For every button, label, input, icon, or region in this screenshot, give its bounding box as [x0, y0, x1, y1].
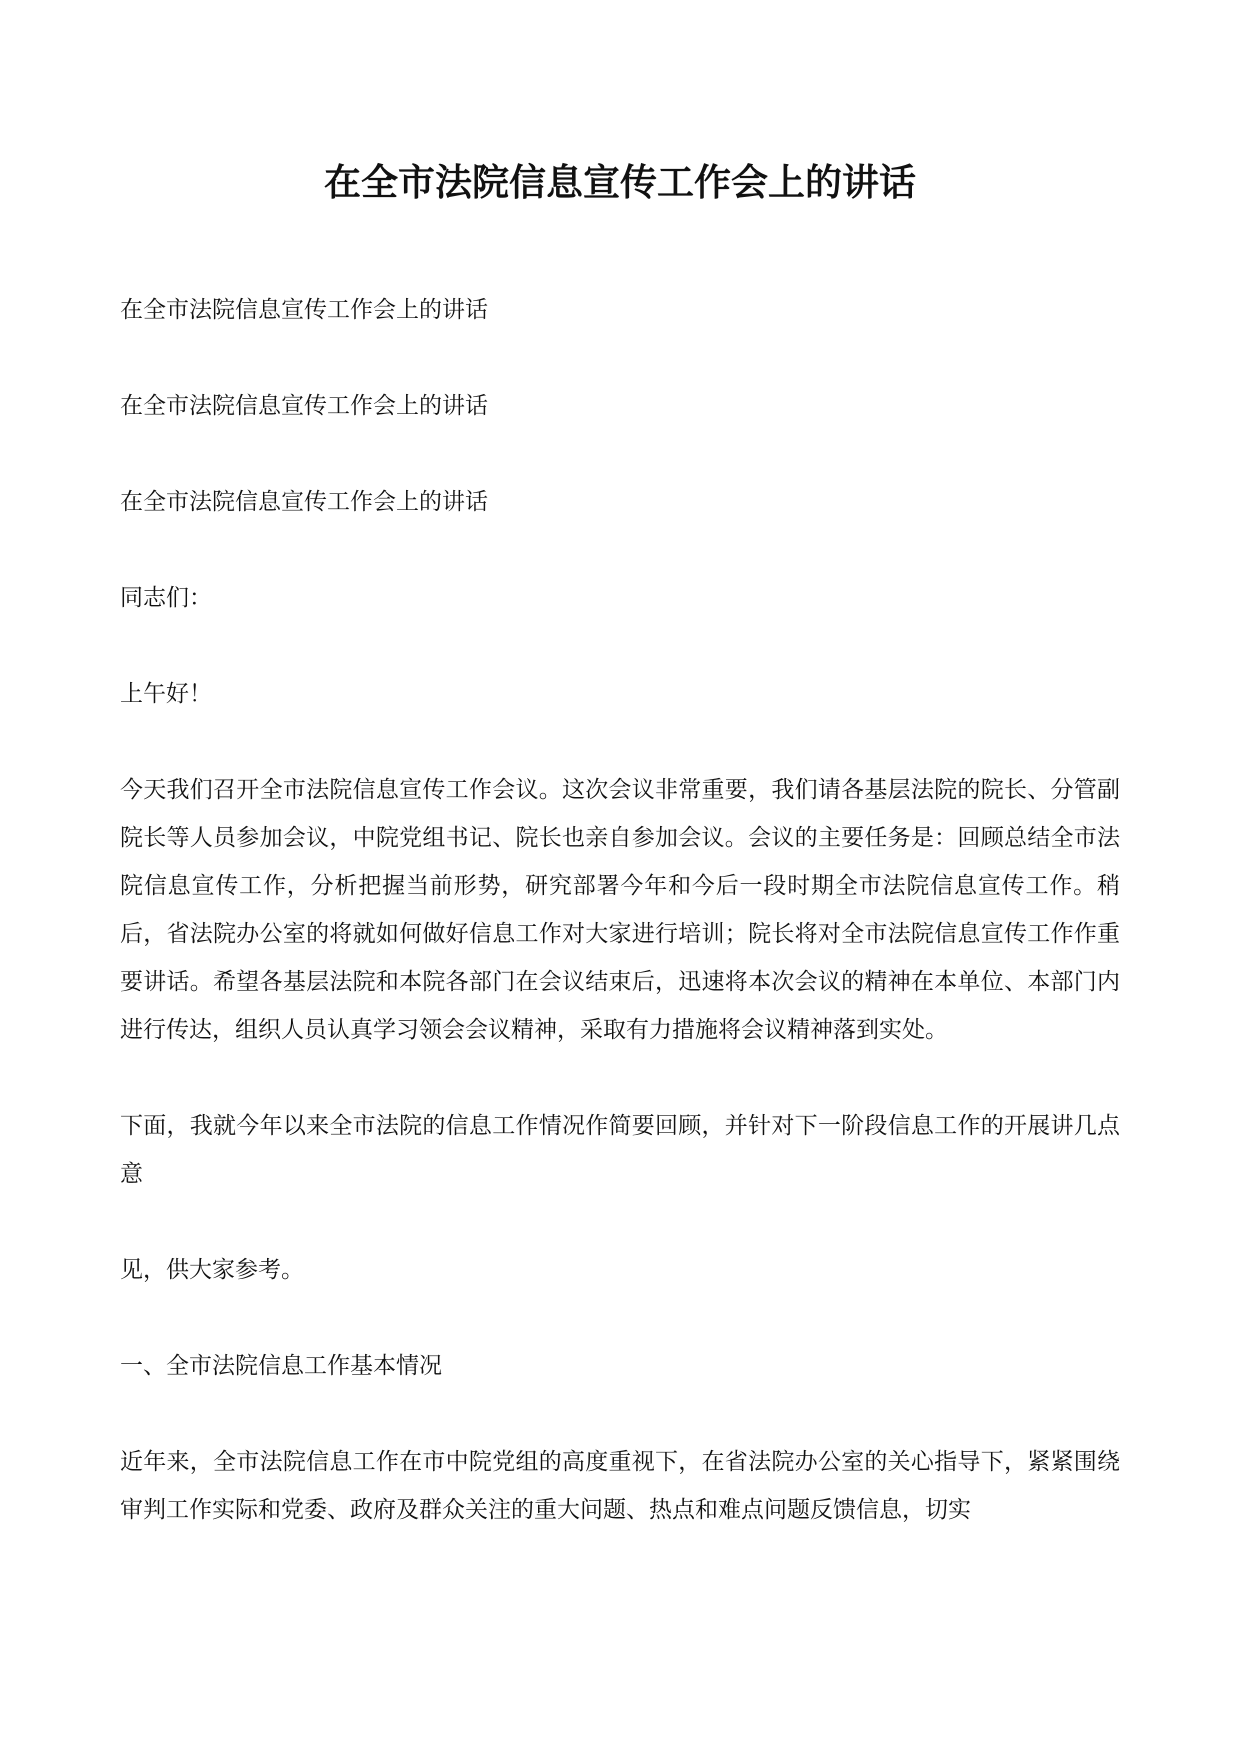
body-paragraph: 在全市法院信息宣传工作会上的讲话	[120, 393, 488, 419]
body-paragraph: 近年来，全市法院信息工作在市中院党组的高度重视下，在省法院办公室的关心指导下，紧紧围绕审判工作实际和党委、政府及群众关注的重大问题、热点和难点问题反馈信息，切实	[120, 1449, 1120, 1523]
greeting: 上午好！	[120, 681, 212, 707]
body-paragraph: 见，供大家参考。	[120, 1257, 304, 1283]
document-title: 在全市法院信息宣传工作会上的讲话	[324, 160, 916, 204]
section-heading: 一、全市法院信息工作基本情况	[120, 1353, 442, 1379]
body-paragraph: 今天我们召开全市法院信息宣传工作会议。这次会议非常重要，我们请各基层法院的院长、分管副院长等人员参加会议，中院党组书记、院长也亲自参加会议。会议的主要任务是：回顾总结全市法院信息宣传工作，分析把握当前形势，研究部署今年和今后一段时期全市法院信息宣传工作。稍后，省法院办公室的将就如何做好信息工作对大家进行培训；院长将对全市法院信息宣传工作作重要讲话。希望各基层法院和本院各部门在会议结束后，迅速将本次会议的精神在本单位、本部门内进行传达，组织人员认真学习领会会议精神，采取有力措施将会议精神落到实处。	[120, 777, 1120, 1043]
salutation: 同志们：	[120, 585, 212, 611]
body-paragraph: 在全市法院信息宣传工作会上的讲话	[120, 489, 488, 515]
body-paragraph: 在全市法院信息宣传工作会上的讲话	[120, 297, 488, 323]
body-paragraph: 下面，我就今年以来全市法院的信息工作情况作简要回顾，并针对下一阶段信息工作的开展讲几点意	[120, 1113, 1120, 1187]
document-body	[120, 286, 1120, 1582]
